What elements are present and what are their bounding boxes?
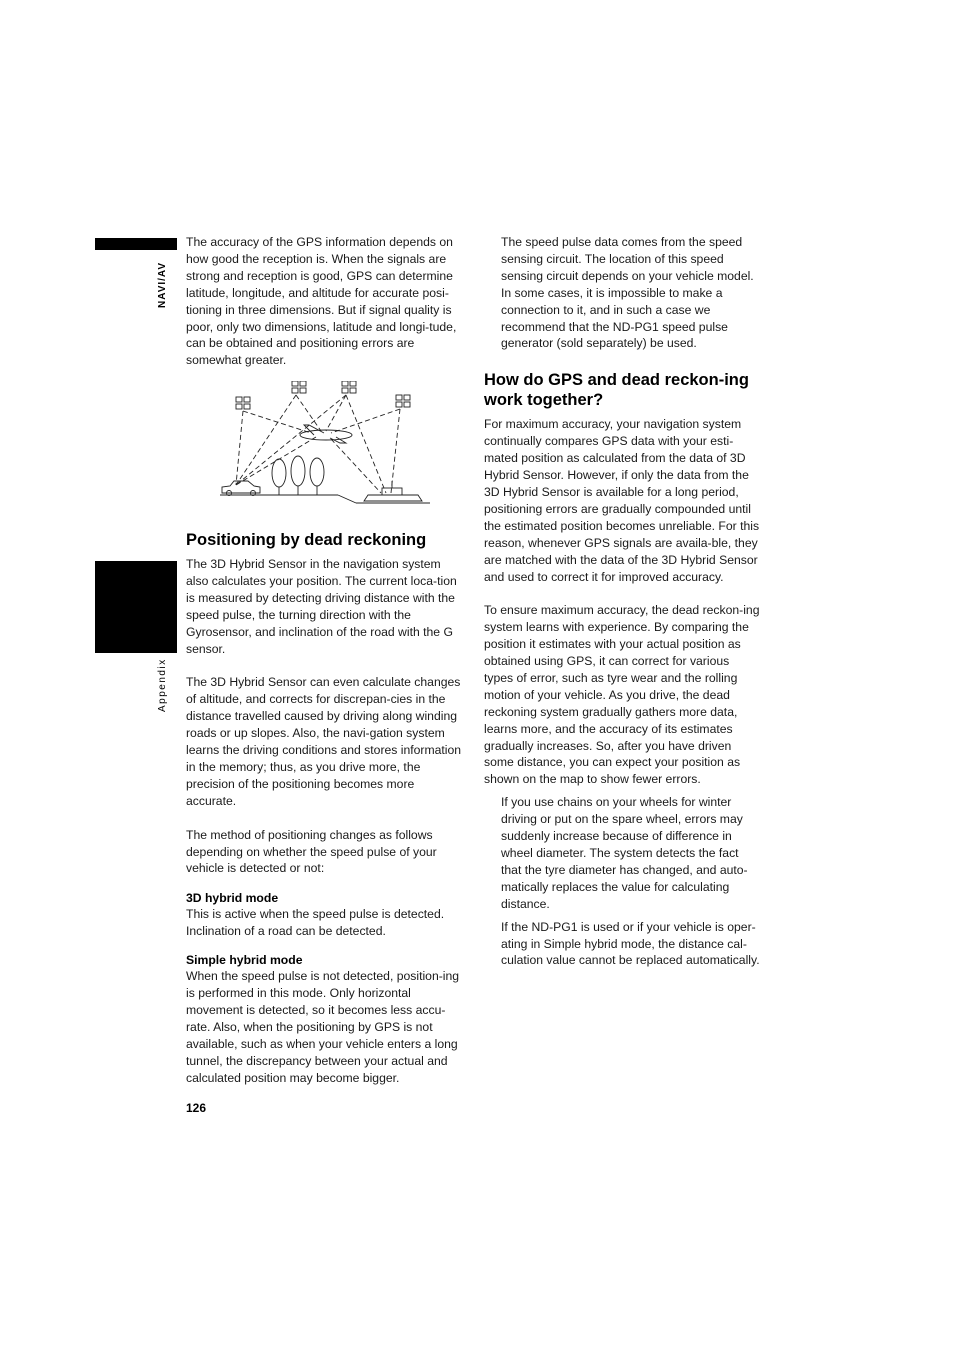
section-tab-bar (95, 238, 177, 250)
gps-dead-reckoning-paragraph-2: To ensure maximum accuracy, the dead reckon-ing system learns with experience. By comparing the position it estimates with your actual position as obtained using GPS, it can correct for various types of error, such as tyre wear and the rolling motion of your vehicle. As you drive, the dead reckoning system gradually gathers more data, learns more, and the accuracy of its estimates gradually increases. So, after you have driven some distance, you can expect your position as shown on the map to show fewer errors. (484, 603, 760, 787)
gps-dead-reckoning-heading: How do GPS and dead reckon-ing work together? (484, 371, 749, 410)
tree-icon (291, 456, 305, 495)
satellite-icon (396, 395, 410, 407)
tree-icon (310, 458, 324, 495)
dead-reckoning-heading: Positioning by dead reckoning (186, 531, 427, 550)
nd-pg1-note: If the ND-PG1 is used or if your vehicle is oper-ating in Simple hybrid mode, the distance cal-culation value cannot be replaced automatically. (501, 919, 760, 968)
dead-reckoning-paragraph-1: The 3D Hybrid Sensor in the navigation system also calculates your position. The current loca-tion is measured by detecting driving distance with the speed pulse, the turning direction with the Gyrosensor, and inclination of the road with the G sensor. (186, 557, 457, 656)
satellite-icon (342, 381, 356, 393)
right-column (484, 234, 760, 969)
section-label-appendix: Appendix (157, 658, 168, 712)
dead-reckoning-paragraph-2: The 3D Hybrid Sensor can even calculate changes of altitude, and corrects for discrepan-cies in the distance travelled caused by driving along winding roads or up slopes. Also, the navi-gation system learns the driving conditions and stores information in the memory; thus, as you drive more, the precision of the positioning becomes more accurate. (186, 675, 462, 808)
page-number: 126 (186, 1101, 207, 1115)
mode-3d-hybrid-text: This is active when the speed pulse is detected. Inclination of a road can be detected. (186, 907, 445, 939)
chains-note: If you use chains on your wheels for winter driving or put on the spare wheel, errors may suddenly increase because of difference in wheel diameter. The system detects the fact that the tyre diameter has changed, and auto-matically replaces the value for calculating distance. (501, 795, 748, 911)
dead-reckoning-paragraph-3: The method of positioning changes as follows depending on whether the speed pulse of your vehicle is detected or not: (186, 827, 437, 876)
appendix-tab-block (95, 561, 177, 653)
gps-satellite-illustration (186, 381, 462, 513)
car-icon (222, 481, 260, 496)
speed-pulse-note: The speed pulse data comes from the speed sensing circuit. The location of this speed sensing circuit depends on your vehicle model. In some cases, it is impossible to make a connection to it, and in such a case we recommend that the ND-PG1 speed pulse generator (sold separately) be used. (501, 235, 754, 351)
mode-simple-hybrid-text: When the speed pulse is not detected, position-ing is performed in this mode. Only horizontal movement is detected, so it becomes less accu-rate. Also, when the positioning by GPS is not available, such as when your vehicle enters a long tunnel, the discrepancy between your actual and calculated position may become bigger. (186, 969, 460, 1085)
gps-accuracy-paragraph: The accuracy of the GPS information depends on how good the reception is. When the signals are strong and reception is good, GPS can determine latitude, longitude, and altitude for accurate posi-tioning in three dimensions. But if signal quality is poor, only two dimensions, latitude and longi-tude, can be obtained and positioning errors are somewhat greater. (186, 235, 457, 368)
mode-3d-hybrid-title: 3D hybrid mode (186, 891, 279, 906)
satellite-icon (292, 381, 306, 393)
ship-icon (364, 481, 422, 501)
gps-dead-reckoning-paragraph-1: For maximum accuracy, your navigation system continually compares GPS data with your esti-mated position as calculated from the data of 3D Hybrid Sensor. However, if only the data from the 3D Hybrid Sensor is available for a long period, positioning errors are gradually compounded until the estimated position becomes unreliable. For this reason, whenever GPS signals are availa-ble, they are matched with the data of the 3D Hybrid Sensor and used to correct it for improved accuracy. (484, 417, 760, 584)
satellite-icon (236, 397, 250, 409)
section-label-navi: NAVI/AV (157, 261, 168, 308)
airplane-icon (300, 425, 352, 443)
tree-icon (272, 459, 286, 495)
left-column (186, 234, 462, 1087)
mode-simple-hybrid-title: Simple hybrid mode (186, 953, 303, 968)
